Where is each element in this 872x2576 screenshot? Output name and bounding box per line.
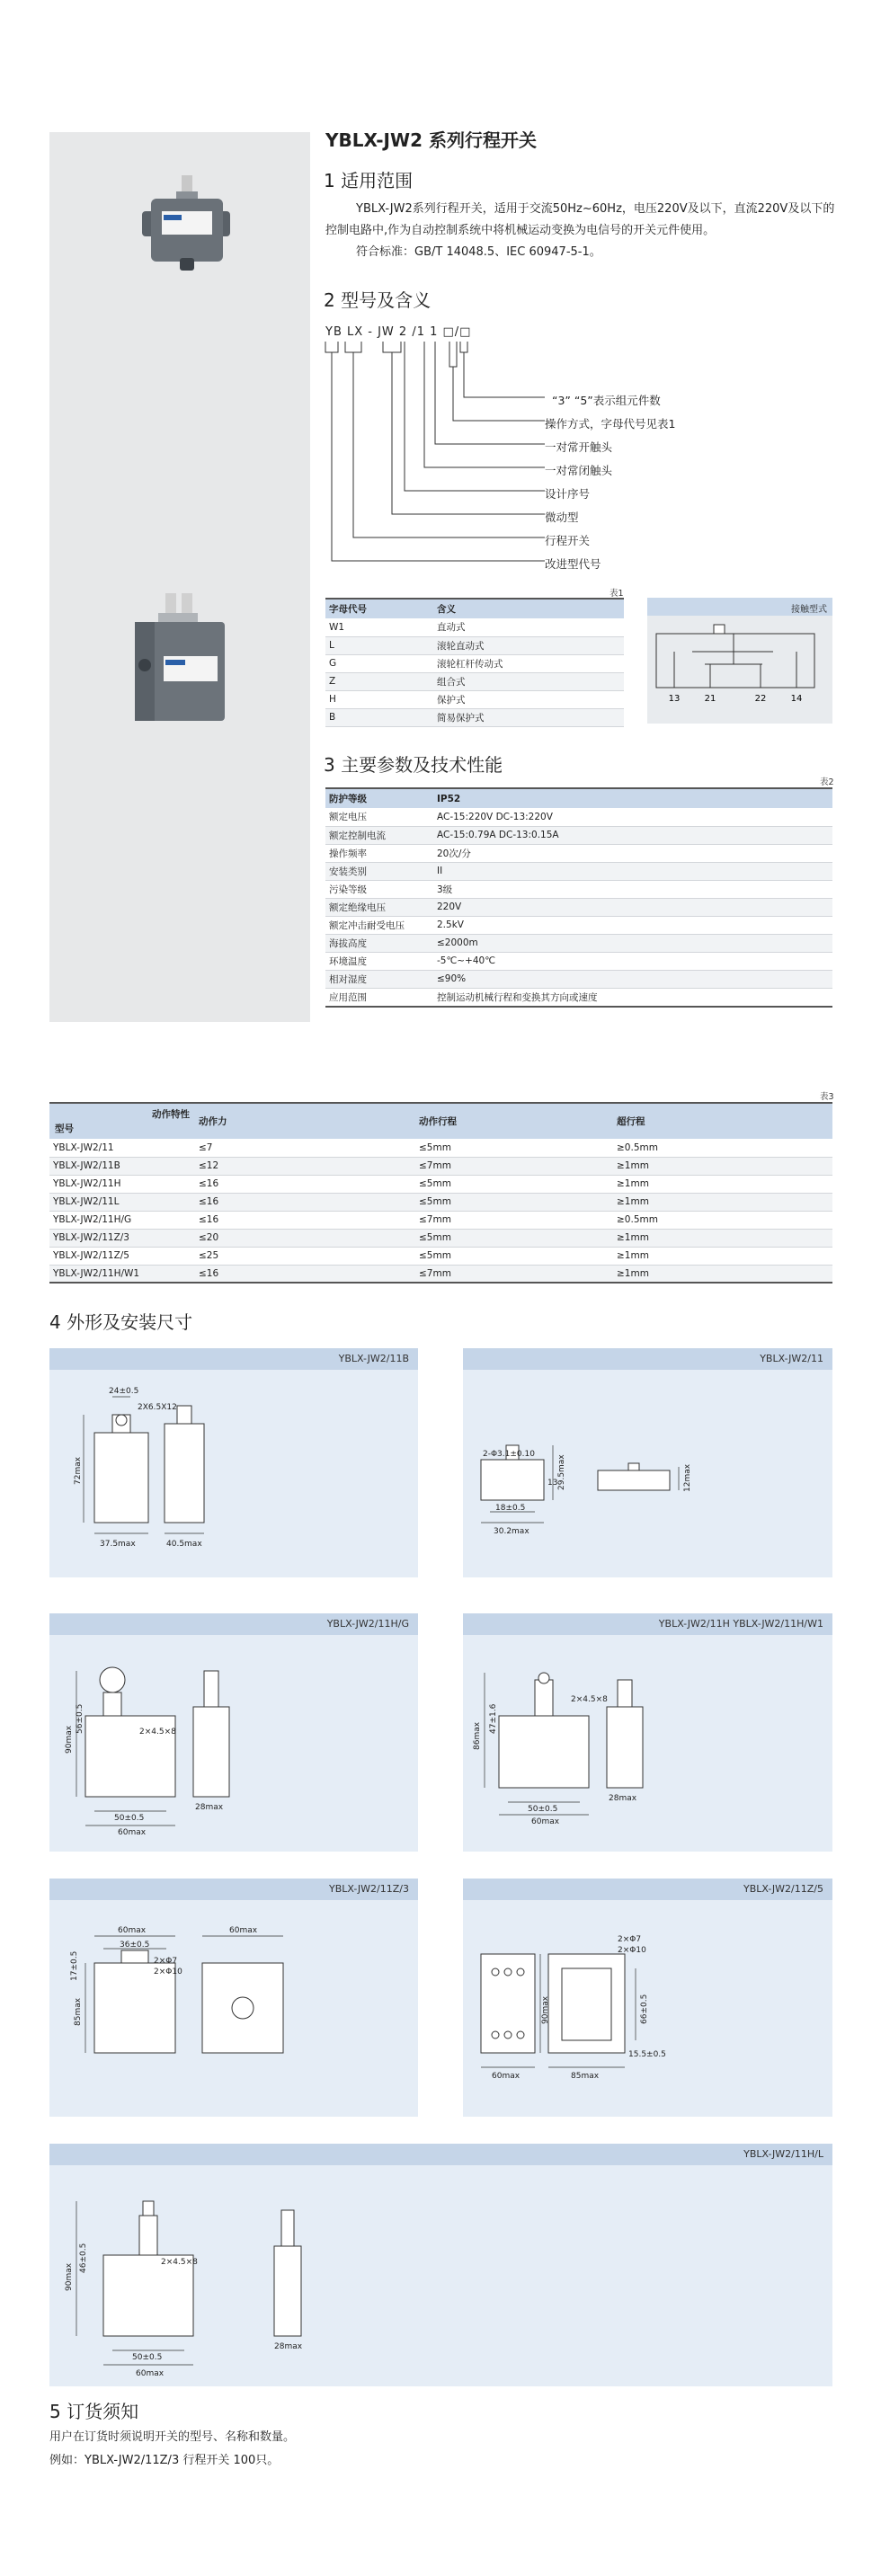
dim-label: 60max [118, 1926, 147, 1935]
legend-item: 设计序号 [545, 487, 591, 501]
table-row: YBLX-JW2/11Z/3 ≤20 ≤5mm ≥1mm [49, 1229, 832, 1247]
legend-item: 操作方式，字母代号见表1 [545, 417, 676, 431]
dim-label: 2×Φ7 [154, 1957, 178, 1966]
dim-label: 15.5±0.5 [628, 2050, 666, 2059]
table-row: 额定绝缘电压 220V [325, 898, 832, 916]
table2-label: 表2 [820, 777, 834, 787]
dim-label: 60max [118, 1828, 147, 1837]
dim-label: 2×4.5×8 [139, 1728, 176, 1737]
table2-header: 防护等级 [325, 788, 433, 808]
table-row: G 滚轮杠杆传动式 [325, 654, 624, 672]
table3-label: 表3 [820, 1092, 834, 1102]
table-row: YBLX-JW2/11 ≤7 ≤5mm ≥0.5mm [49, 1139, 832, 1157]
drawing-title: YBLX-JW2/11H/G [49, 1613, 418, 1635]
terminal-label: 14 [790, 694, 803, 704]
drawing-panel [49, 1879, 418, 2117]
legend-item: 微动型 [545, 511, 579, 524]
dim-label: 85max [74, 1997, 83, 2026]
dim-label: 66±0.5 [640, 1994, 649, 2024]
dim-label: 47±1.6 [489, 1703, 498, 1734]
section2-heading: 2 型号及含义 [324, 289, 432, 311]
dim-label: 72max [74, 1456, 83, 1485]
legend-item: 行程开关 [545, 534, 591, 547]
table2 [325, 787, 832, 1008]
dim-label: 50±0.5 [114, 1814, 145, 1823]
drawing-title: YBLX-JW2/11Z/5 [463, 1879, 832, 1900]
section5-heading: 5 订货须知 [49, 2401, 139, 2422]
dim-label: 2×4.5×8 [571, 1695, 608, 1704]
table-row: 环境温度 -5℃~+40℃ [325, 952, 832, 970]
dim-label: 40.5max [166, 1540, 202, 1549]
product-photo-top [135, 175, 234, 279]
section3-heading: 3 主要参数及技术性能 [324, 754, 503, 776]
legend-item: “3” “5”表示组元件数 [552, 394, 661, 407]
drawing-title: YBLX-JW2/11Z/3 [49, 1879, 418, 1900]
table2-header: IP52 [433, 788, 832, 808]
dim-label: 28max [609, 1794, 637, 1803]
section1-standards: 符合标准：GB/T 14048.5、IEC 60947-5-1。 [356, 245, 601, 259]
drawing-title: YBLX-JW2/11H YBLX-JW2/11H/W1 [463, 1613, 832, 1635]
table-row: L 滚轮直动式 [325, 636, 624, 654]
contact-diagram [647, 598, 832, 724]
drawing-title: YBLX-JW2/11B [49, 1348, 418, 1370]
terminal-label: 13 [668, 694, 681, 704]
table-row: 操作频率 20次/分 [325, 844, 832, 862]
section1-paragraph: YBLX-JW2系列行程开关，适用于交流50Hz~60Hz，电压220V及以下，直流220V及以下的控制电路中,作为自动控制系统中将机械运动变换为电信号的开关元件使用。 [325, 202, 835, 237]
dim-label: 60max [229, 1926, 258, 1935]
legend-item: 一对常闭触头 [545, 464, 613, 477]
dim-label: 50±0.5 [528, 1805, 558, 1814]
dim-label: 56±0.5 [76, 1703, 85, 1734]
dim-label: 60max [531, 1817, 560, 1826]
dim-label: 90max [541, 1995, 550, 2024]
drawing-panel [463, 1348, 832, 1577]
dim-label: 17±0.5 [70, 1950, 79, 1981]
dim-label: 2X6.5X12 [138, 1403, 177, 1412]
drawing-panel [463, 1879, 832, 2117]
drawing-panel [49, 1348, 418, 1577]
table-row: 污染等级 3级 [325, 880, 832, 898]
table-row: 相对湿度 ≤90% [325, 970, 832, 988]
dim-label: 90max [65, 1725, 74, 1754]
table-row: 额定控制电流 AC-15:0.79A DC-13:0.15A [325, 826, 832, 844]
dim-label: 90max [65, 2262, 74, 2291]
dim-label: 2-Φ3.1±0.10 [483, 1450, 535, 1459]
contact-diagram-title: 接触型式 [647, 598, 832, 616]
table3-corner: 动作特性 型号 [49, 1103, 195, 1139]
table3-header: 动作力 [195, 1103, 415, 1139]
dim-label: 36±0.5 [120, 1941, 150, 1950]
model-code: YB LX - JW 2 /1 1 □/□ [325, 325, 472, 339]
dim-label: 50±0.5 [132, 2353, 163, 2362]
table-row: YBLX-JW2/11H/W1 ≤16 ≤7mm ≥1mm [49, 1265, 832, 1283]
dim-label: 12max [683, 1463, 692, 1492]
section1-heading: 1 适用范围 [324, 170, 414, 191]
dim-label: 2×Φ10 [618, 1946, 646, 1955]
table1-label: 表1 [610, 589, 624, 599]
dim-label: 86max [473, 1721, 482, 1750]
dim-label: 2×4.5×8 [161, 2258, 198, 2267]
drawing-title: YBLX-JW2/11 [463, 1348, 832, 1370]
dim-label: 2×Φ7 [618, 1935, 642, 1944]
dim-label: 60max [136, 2369, 165, 2378]
dim-label: 28max [274, 2342, 303, 2351]
terminal-label: 22 [754, 694, 767, 704]
dim-label: 13 [547, 1479, 558, 1488]
drawing-title: YBLX-JW2/11H/L [49, 2144, 832, 2165]
page-title: YBLX-JW2 系列行程开关 [325, 129, 537, 151]
table-row: 额定冲击耐受电压 2.5kV [325, 916, 832, 934]
section4-heading: 4 外形及安装尺寸 [49, 1311, 193, 1333]
product-photo-bottom [126, 593, 238, 728]
order-note: 用户在订货时须说明开关的型号、名称和数量。 [49, 2430, 296, 2444]
table-row: H 保护式 [325, 690, 624, 708]
table1 [325, 598, 624, 727]
drawing-panel [463, 1613, 832, 1852]
table-row: YBLX-JW2/11H ≤16 ≤5mm ≥1mm [49, 1175, 832, 1193]
table-row: 安装类别 II [325, 862, 832, 880]
table1-header: 含义 [433, 599, 624, 618]
dim-label: 29.5max [557, 1454, 566, 1490]
table3-header: 超行程 [613, 1103, 832, 1139]
drawing-panel [49, 1613, 418, 1852]
table-row: 应用范围 控制运动机械行程和变换其方向或速度 [325, 988, 832, 1007]
terminal-label: 21 [704, 694, 716, 704]
dim-label: 28max [195, 1803, 224, 1812]
legend-item: 改进型代号 [545, 557, 601, 571]
legend-item: 一对常开触头 [545, 440, 613, 454]
dim-label: 46±0.5 [79, 2243, 88, 2273]
table3 [49, 1102, 832, 1284]
dim-label: 18±0.5 [495, 1504, 526, 1513]
table-row: YBLX-JW2/11H/G ≤16 ≤7mm ≥0.5mm [49, 1211, 832, 1229]
contact-schematic [647, 616, 832, 724]
table1-header: 字母代号 [325, 599, 433, 618]
dim-label: 85max [571, 2072, 600, 2081]
model-code-bracket-lines [324, 340, 548, 564]
table3-header: 动作行程 [415, 1103, 613, 1139]
dim-label: 37.5max [100, 1540, 136, 1549]
dim-label: 30.2max [494, 1527, 529, 1536]
dim-label: 2×Φ10 [154, 1968, 182, 1976]
table-row: YBLX-JW2/11L ≤16 ≤5mm ≥1mm [49, 1193, 832, 1211]
table-row: YBLX-JW2/11B ≤12 ≤7mm ≥1mm [49, 1157, 832, 1175]
table-row: W1 直动式 [325, 618, 624, 636]
table-row: Z 组合式 [325, 672, 624, 690]
table-row: B 简易保护式 [325, 708, 624, 726]
drawing-panel [49, 2144, 832, 2386]
table-row: 额定电压 AC-15:220V DC-13:220V [325, 808, 832, 826]
dim-label: 60max [492, 2072, 521, 2081]
table-row: 海拔高度 ≤2000m [325, 934, 832, 952]
dim-label: 24±0.5 [109, 1387, 139, 1396]
table-row: YBLX-JW2/11Z/5 ≤25 ≤5mm ≥1mm [49, 1247, 832, 1265]
order-example: 例如：YBLX-JW2/11Z/3 行程开关 100只。 [49, 2454, 280, 2467]
